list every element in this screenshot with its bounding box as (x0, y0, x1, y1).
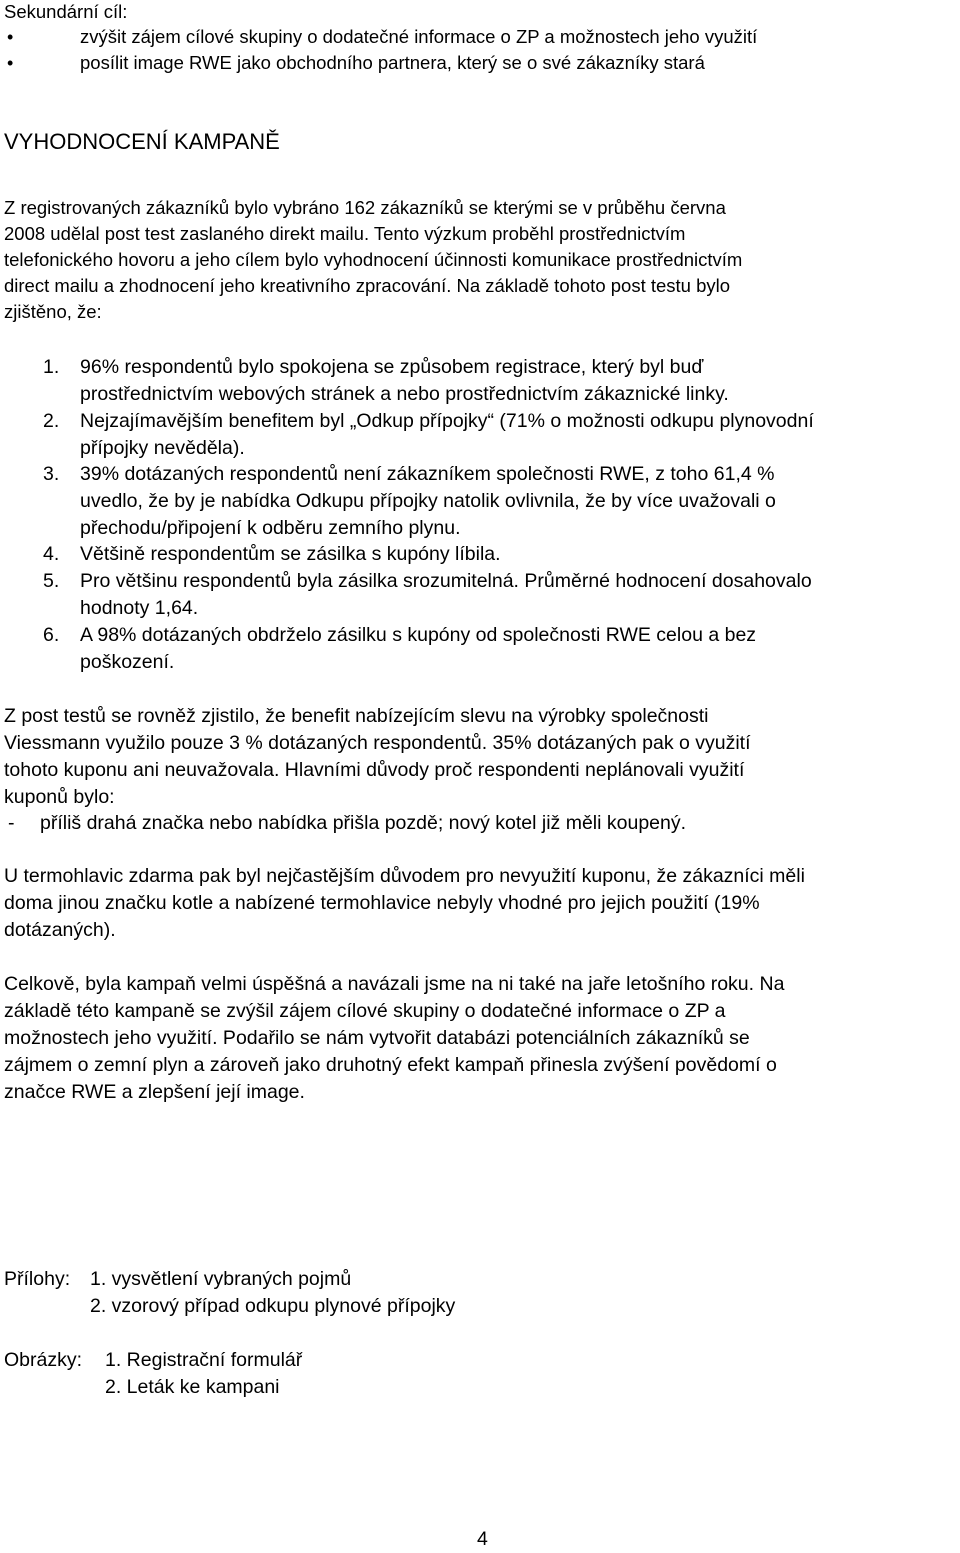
summary-line: Celkově, byla kampaň velmi úspěšná a navázali jsme na ni také na jaře letošního roku. Na (4, 973, 785, 995)
finding-line: uvedlo, že by je nabídka Odkupu přípojky natolik ovlivnila, že by více uvažovali o (80, 490, 776, 512)
reason-text: příliš drahá značka nebo nabídka přišla pozdě; nový kotel již měli koupený. (40, 812, 687, 834)
finding-number: 6. (43, 624, 60, 646)
attachment-item: 2. vzorový případ odkupu plynové přípojky (90, 1295, 456, 1317)
intro-line: telefonického hovoru a jeho cílem bylo vyhodnocení účinnosti komunikace prostřednictvím (4, 249, 743, 270)
viessmann-line: kuponů bylo: (4, 786, 115, 808)
finding-number: 2. (43, 410, 60, 432)
viessmann-line: Viessmann využilo pouze 3 % dotázaných respondentů. 35% dotázaných pak o využití (4, 732, 751, 754)
page-number: 4 (477, 1528, 488, 1550)
summary-line: zájmem o zemní plyn a zároveň jako druhotný efekt kampaň přinesla zvýšení povědomí o (4, 1054, 777, 1076)
bullet-icon: • (7, 27, 14, 47)
secondary-goal-bullet-2: posílit image RWE jako obchodního partnera, který se o své zákazníky stará (80, 52, 705, 73)
viessmann-line: tohoto kuponu ani neuvažovala. Hlavními důvody proč respondenti neplánovali využití (4, 759, 745, 781)
finding-line: přechodu/připojení k odběru zemního plynu. (80, 517, 461, 539)
finding-line: Pro většinu respondentů byla zásilka srozumitelná. Průměrné hodnocení dosahovalo (80, 570, 812, 592)
secondary-goal-bullet-1: zvýšit zájem cílové skupiny o dodatečné informace o ZP a možnostech jeho využití (80, 26, 758, 47)
finding-line: A 98% dotázaných obdrželo zásilku s kupóny od společnosti RWE celou a bez (80, 624, 757, 646)
finding-line: prostřednictvím webových stránek a nebo prostřednictvím zákaznické linky. (80, 383, 729, 405)
finding-line: Většině respondentům se zásilka s kupóny líbila. (80, 543, 501, 565)
finding-number: 1. (43, 356, 60, 378)
summary-line: základě této kampaně se zvýšil zájem cílové skupiny o dodatečné informace o ZP a (4, 1000, 726, 1022)
thermo-line: dotázaných). (4, 919, 116, 941)
finding-number: 3. (43, 463, 60, 485)
intro-line: zjištěno, že: (4, 301, 102, 322)
finding-line: poškození. (80, 651, 175, 673)
evaluation-title: VYHODNOCENÍ KAMPANĚ (4, 129, 280, 154)
figure-item: 1. Registrační formulář (105, 1349, 303, 1371)
finding-number: 5. (43, 570, 60, 592)
summary-line: značce RWE a zlepšení její image. (4, 1081, 305, 1103)
finding-line: přípojky nevěděla). (80, 437, 245, 459)
summary-line: možnostech jeho využití. Podařilo se nám vytvořit databázi potenciálních zákazníků se (4, 1027, 750, 1049)
finding-line: 96% respondentů bylo spokojena se způsobem registrace, který byl buď (80, 356, 704, 378)
intro-line: 2008 udělal post test zaslaného direkt mailu. Tento výzkum proběhl prostřednictvím (4, 223, 686, 244)
reason-dash: - (8, 812, 15, 834)
finding-line: hodnoty 1,64. (80, 597, 199, 619)
figure-item: 2. Leták ke kampani (105, 1376, 280, 1398)
attachments-label: Přílohy: (4, 1268, 71, 1290)
secondary-goal-heading: Sekundární cíl: (4, 1, 128, 22)
finding-line: Nejzajímavějším benefitem byl „Odkup přípojky“ (71% o možnosti odkupu plynovodní (80, 410, 814, 432)
thermo-line: doma jinou značku kotle a nabízené termohlavice nebyly vhodné pro jejich použití (19% (4, 892, 760, 914)
intro-line: direct mailu a zhodnocení jeho kreativního zpracování. Na základě tohoto post testu bylo (4, 275, 731, 296)
attachment-item: 1. vysvětlení vybraných pojmů (90, 1268, 352, 1290)
viessmann-line: Z post testů se rovněž zjistilo, že benefit nabízejícím slevu na výrobky společnosti (4, 705, 709, 727)
thermo-line: U termohlavic zdarma pak byl nejčastějším důvodem pro nevyužití kuponu, že zákazníci měli (4, 865, 805, 887)
intro-line: Z registrovaných zákazníků bylo vybráno 162 zákazníků se kterými se v průběhu června (4, 197, 726, 218)
figures-label: Obrázky: (4, 1349, 83, 1371)
bullet-icon: • (7, 53, 14, 73)
finding-number: 4. (43, 543, 60, 565)
finding-line: 39% dotázaných respondentů není zákazníkem společnosti RWE, z toho 61,4 % (80, 463, 775, 485)
